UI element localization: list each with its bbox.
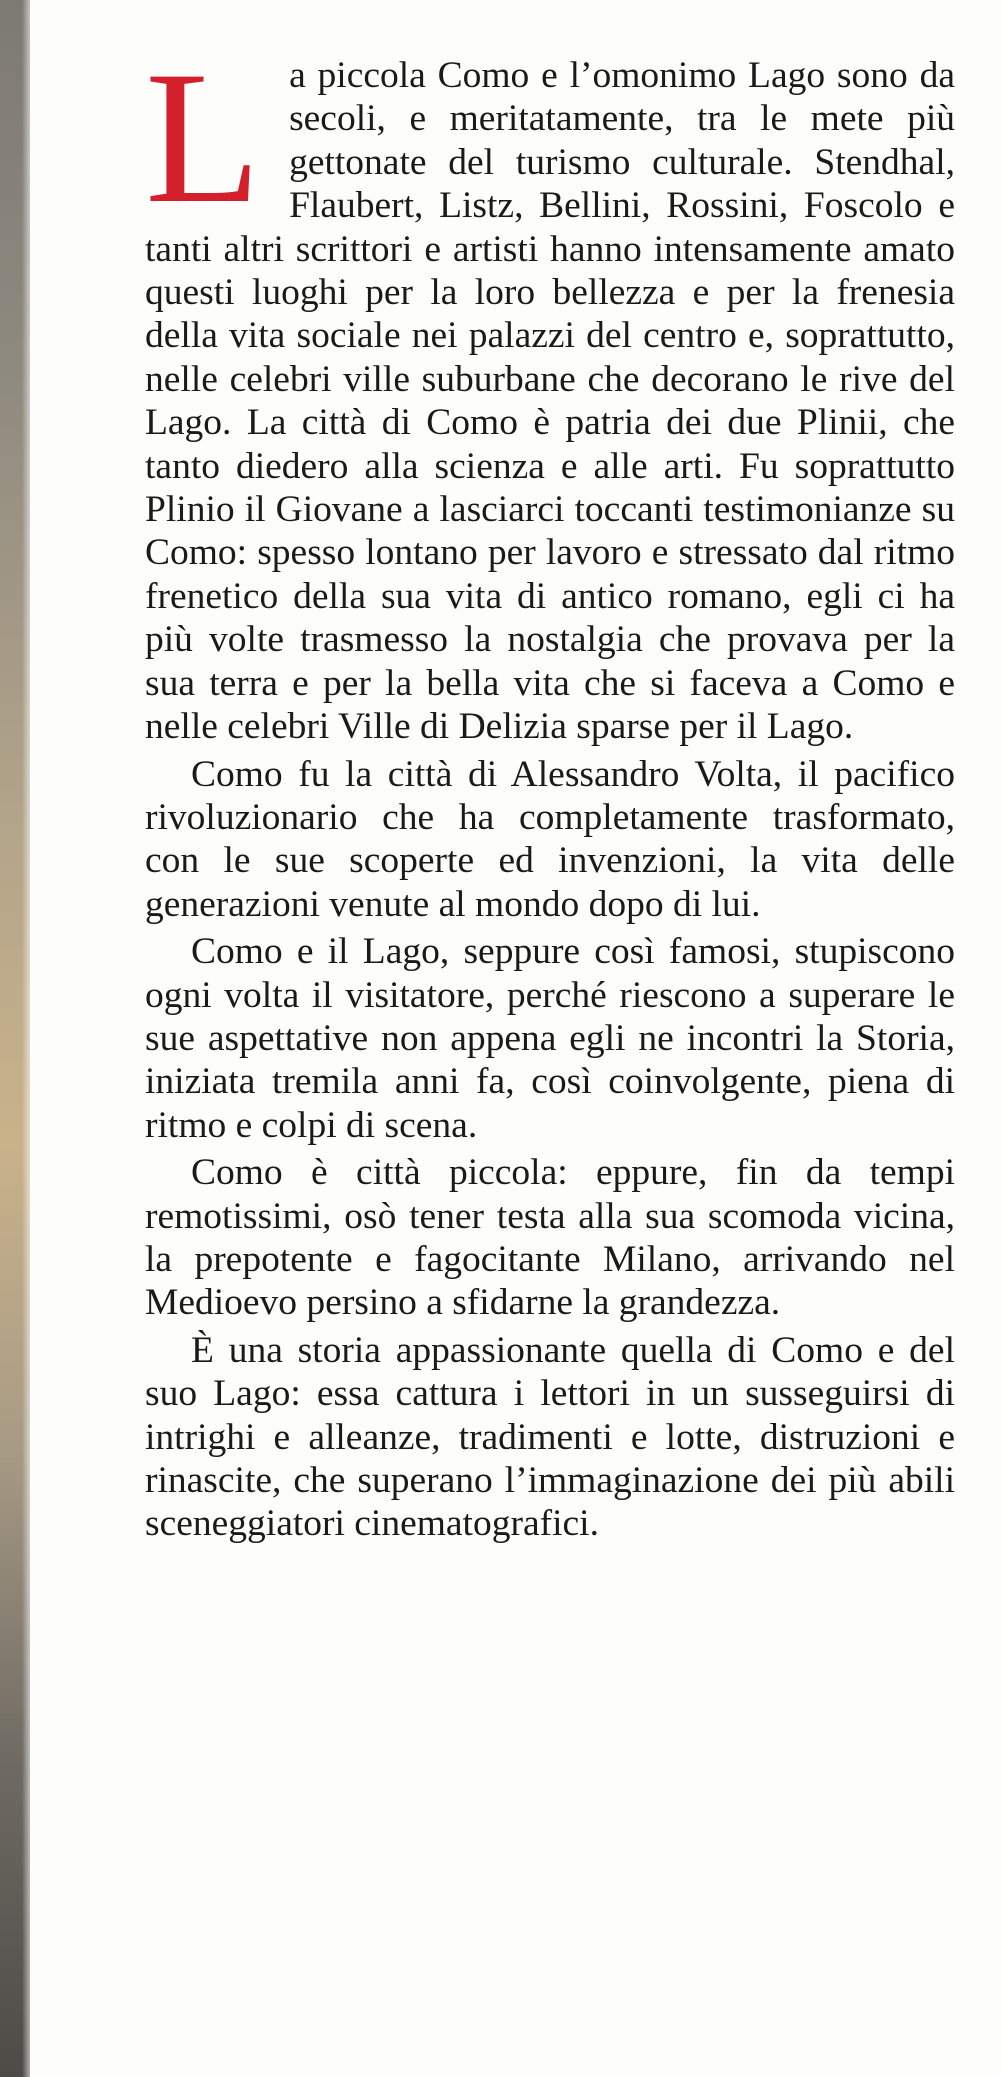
paragraph-1 (145, 33, 955, 749)
drop-cap: L (145, 33, 262, 243)
photo-page-edge (0, 0, 30, 2077)
paragraph-2: Como fu la città di Alessandro Volta, il pacifico rivoluzionario che ha completamente trasformato, con le sue scoperte ed invenzioni, la vita delle generazioni venute al mondo dopo di lui. (145, 753, 955, 925)
paragraph-1-text: a piccola Como e l’omonimo Lago sono da secoli, e meritatamente, tra le mete più gettonate del turismo culturale. Stendhal, Flaubert, Listz, Bellini, Rossini, Foscolo e tanti altri scrittori e artisti hanno intensamente amato questi luoghi per la loro bellezza e per la frenesia della vita sociale nei palazzi del centro e, soprattutto, nelle celebri ville suburbane che decorano le rive del Lago. La città di Como è patria dei due Plinii, che tanto diedero alla scienza e alle arti. Fu soprattutto Plinio il Giovane a lasciarci toccanti testimonianze su Como: spesso lontano per lavoro e stressato dal ritmo frenetico della sua vita di antico romano, egli ci ha più volte trasmesso la nostalgia che provava per la sua terra e per la bella vita che si faceva a Como e nelle celebri Ville di Delizia sparse per il Lago. (145, 55, 955, 748)
article-text (145, 33, 955, 1546)
paragraph-4: Como è città piccola: eppure, fin da tempi remotissimi, osò tener testa alla sua scomoda vicina, la prepotente e fagocitante Milano, arrivando nel Medioevo persino a sfidarne la grandezza. (145, 1152, 955, 1324)
paragraph-5: È una storia appassionante quella di Como e del suo Lago: essa cattura i lettori in un susseguirsi di intrighi e alleanze, tradimenti e lotte, distruzioni e rinascite, che superano l’immaginazione dei più abili sceneggiatori cinematografici. (145, 1329, 955, 1545)
paragraph-3: Como e il Lago, seppure così famosi, stupiscono ogni volta il visitatore, perché riescono a superare le sue aspettative non appena egli ne incontri la Storia, iniziata tremila anni fa, così coinvolgente, piena di ritmo e colpi di scena. (145, 931, 955, 1146)
